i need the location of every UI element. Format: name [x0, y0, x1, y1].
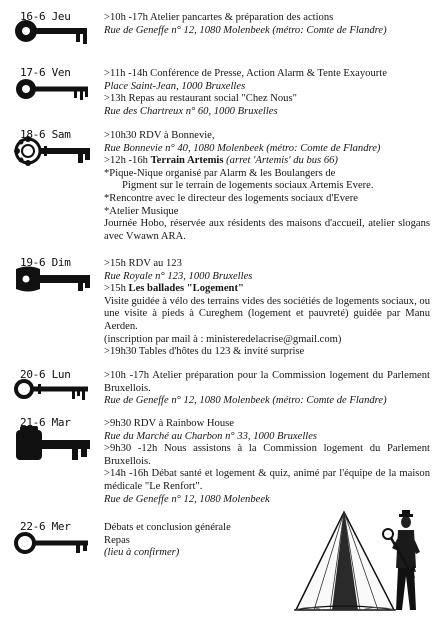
day-date: 18-6 Sam: [20, 128, 71, 141]
person-with-key-icon: [383, 510, 420, 610]
day-schedule: [104, 68, 430, 118]
event-address: Rue de Geneffe n° 12, 1080 Molenbeek (métro: Comte de Flandre): [104, 24, 387, 36]
event-note: (arret 'Artemis' du bus 66): [223, 155, 338, 167]
event-line-artemis: >12h -16h Terrain Artemis (arret 'Artemis' du bus 66): [104, 155, 338, 167]
event-line: >15h RDV au 123: [104, 258, 182, 269]
event-line: Débats et conclusion générale: [104, 522, 231, 533]
event-line: >10h -17h Atelier pancartes & préparation des actions: [104, 12, 334, 23]
event-address: Rue Bonnevie n° 40, 1080 Molenbeek (métro: Comte de Flandre): [104, 142, 381, 154]
event-highlight: Terrain Artemis: [150, 155, 224, 167]
event-line: Pigment sur le terrain de logements sociaux Artemis Evere.: [122, 180, 374, 192]
day-schedule: [104, 130, 430, 243]
event-line: *Pique-Nique organisé par Alarm & les Boulangers de: [104, 167, 336, 179]
event-line: Repas: [104, 534, 130, 546]
tent-illustration: [292, 506, 426, 618]
event-line: >10h30 RDV à Bonnevie,: [104, 130, 215, 141]
day-schedule: [104, 12, 430, 37]
event-note: (lieu à confirmer): [104, 547, 180, 559]
day-date: 21-6 Mar: [20, 416, 71, 429]
event-address: Rue de Geneffe n° 12, 1080 Molenbeek: [104, 493, 270, 505]
event-line: *Rencontre avec le directeur des logements sociaux d'Evere: [104, 192, 358, 204]
event-description: Visite guidée à vélo des terrains vides des sociétiés de logements sociaux, ou une visite à pieds à Cureghem (logement et pauvreté) guidée par Manu Aerden.: [104, 295, 430, 332]
day-date: 19-6 Dim: [20, 256, 71, 269]
event-line-ballades: >15h Les ballades "Logement": [104, 283, 244, 295]
event-line: >19h30 Tables d'hôtes du 123 & invité surprise: [104, 346, 305, 358]
key-icon: [14, 426, 100, 466]
event-line: >9h30 RDV à Rainbow House: [104, 418, 234, 429]
day-date: 22-6 Mer: [20, 520, 71, 533]
event-line: Journée Hobo, réservée aux résidents des maisons d'accueil, atelier slogans avec Vwawn ARA.: [104, 218, 430, 242]
day-schedule: [104, 370, 430, 408]
event-address: Rue de Geneffe n° 12, 1080 Molenbeek (métro: Comte de Flandre): [104, 395, 387, 407]
event-line: >10h -17h Atelier préparation pour la Commission logement du Parlement Bruxellois.: [104, 370, 430, 394]
event-address: Rue Royale n° 123, 1000 Bruxelles: [104, 270, 253, 282]
day-date: 20-6 Lun: [20, 368, 71, 381]
event-address: Rue du Marché au Charbon n° 33, 1000 Bruxelles: [104, 430, 318, 442]
day-date: 16-6 Jeu: [20, 10, 71, 23]
event-address: Place Saint-Jean, 1000 Bruxelles: [104, 80, 246, 92]
day-date: 17-6 Ven: [20, 66, 71, 79]
event-line: >14h -16h Débat santé et logement & quiz, animé par l'équipe de la maison médicale "Le Renfort".: [104, 468, 430, 492]
event-highlight: Les ballades "Logement": [128, 283, 244, 295]
event-line: >13h Repas au restaurant social "Chez Nous": [104, 93, 297, 105]
event-line: >9h30 -12h Nous assistons à la Commission logement du Parlement Bruxellois.: [104, 443, 430, 467]
day-schedule: [104, 418, 430, 506]
event-line: >11h -14h Conférence de Presse, Action Alarm & Tente Exayourte: [104, 68, 387, 79]
day-schedule: [104, 258, 430, 359]
tent-icon: [294, 512, 396, 610]
event-address: Rue des Chartreux n° 60, 1000 Bruxelles: [104, 105, 278, 117]
event-line: (inscription par mail à : ministeredelacrise@gmail.com): [104, 333, 342, 345]
event-line: *Atelier Musique: [104, 205, 179, 217]
